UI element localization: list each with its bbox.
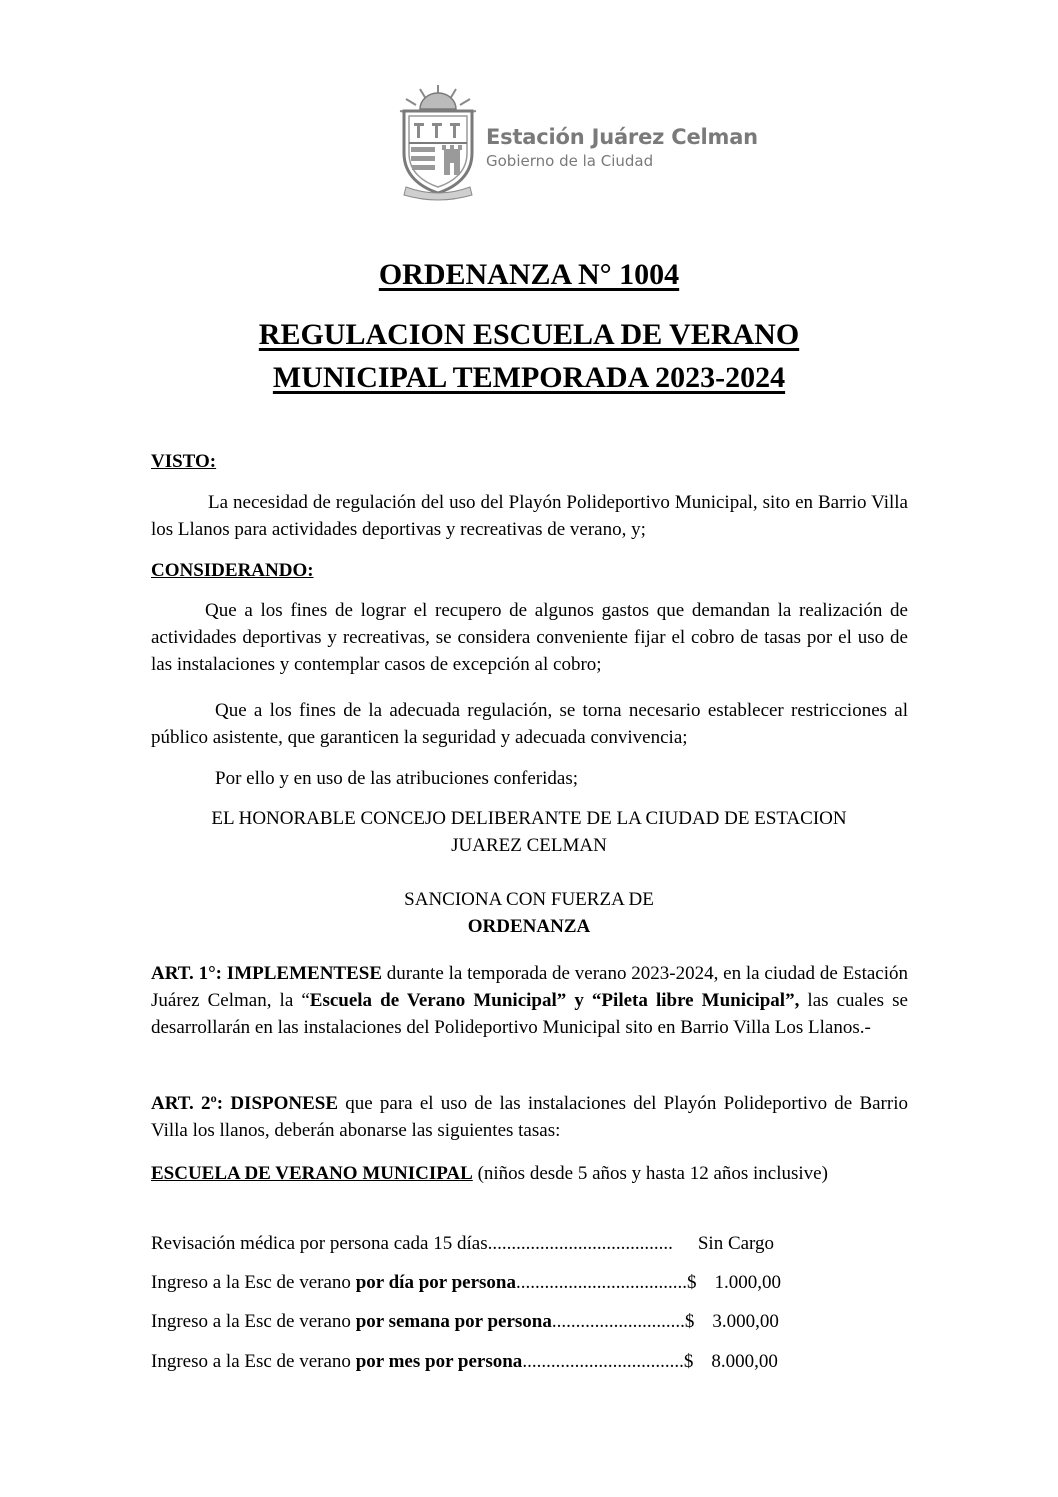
escuela-heading: ESCUELA DE VERANO MUNICIPAL xyxy=(151,1163,473,1184)
fee-currency: $ xyxy=(687,1272,697,1293)
visto-heading: VISTO: xyxy=(151,451,217,472)
fee-leader-dots: .................................... xyxy=(516,1272,687,1293)
fee-leader-dots: ............................ xyxy=(551,1311,685,1332)
fee-description: Ingreso a la Esc de verano xyxy=(151,1311,356,1332)
article-2-label: ART. 2º: DISPONESE xyxy=(151,1093,339,1114)
fee-row xyxy=(151,1230,774,1257)
fee-description-bold: por día por persona xyxy=(355,1272,516,1293)
escuela-note: (niños desde 5 años y hasta 12 años inclusive) xyxy=(472,1163,828,1184)
considerando-paragraph-3: Por ello y en uso de las atribuciones conferidas; xyxy=(215,768,579,789)
sanciona-line1: SANCIONA CON FUERZA DE xyxy=(404,889,654,910)
concejo-line2: JUAREZ CELMAN xyxy=(451,835,607,856)
fee-description: Ingreso a la Esc de verano xyxy=(151,1351,356,1372)
logo-subtitle: Gobierno de la Ciudad xyxy=(486,152,654,170)
considerando-heading: CONSIDERANDO: xyxy=(151,560,314,581)
escuela-section xyxy=(151,1160,851,1187)
fee-description-bold: por mes por persona xyxy=(355,1351,523,1372)
considerando-paragraph-2: Que a los fines de la adecuada regulación, se torna necesario establecer restricciones al público asistente, que garanticen la seguridad y adecuada convivencia; xyxy=(151,700,908,748)
ordinance-title xyxy=(0,313,1058,399)
logo-title: Estación Juárez Celman xyxy=(486,125,758,149)
coat-of-arms-icon xyxy=(398,83,478,203)
concejo-line1: EL HONORABLE CONCEJO DELIBERANTE DE LA CIUDAD DE ESTACION xyxy=(211,808,847,829)
considerando-paragraph-1: Que a los fines de lograr el recupero de algunos gastos que demandan la realización de actividades deportivas y recreativas, se considera conveniente fijar el cobro de tasas por el uso de las instalaciones y contemplar casos de excepción al cobro; xyxy=(151,600,908,675)
fee-description-bold: por semana por persona xyxy=(355,1311,552,1332)
ordinance-title-line2: MUNICIPAL TEMPORADA 2023-2024 xyxy=(272,361,786,394)
article-2-text: que para el uso de las instalaciones del Playón Polideportivo de Barrio Villa los llanos, deberán abonarse las siguientes tasas: xyxy=(151,1093,908,1141)
concejo-statement xyxy=(0,805,1058,859)
fee-description: Ingreso a la Esc de verano xyxy=(151,1272,356,1293)
fee-row xyxy=(151,1308,779,1335)
article-1-text-a: durante la temporada de verano 2023-2024, en la ciudad de Estación Juárez Celman, la “ xyxy=(151,963,908,1011)
fee-currency: $ xyxy=(684,1311,695,1332)
article-1-bold-names: Escuela de Verano Municipal” y “Pileta libre Municipal”, xyxy=(309,990,800,1011)
fee-currency: $ xyxy=(683,1351,694,1372)
article-1-label: ART. 1°: IMPLEMENTESE xyxy=(151,963,382,984)
fee-row xyxy=(151,1269,781,1296)
fee-amount: Sin Cargo xyxy=(697,1233,775,1254)
fee-leader-dots: .................................. xyxy=(522,1351,684,1372)
article-1 xyxy=(151,960,908,1041)
article-1-text-b: las cuales se desarrollarán en las instalaciones del Polideportivo Municipal sito en Barrio Villa Los Llanos.- xyxy=(151,990,908,1038)
fee-leader-dots: ....................................... xyxy=(487,1233,673,1254)
article-2 xyxy=(151,1090,908,1144)
fee-description: Revisación médica por persona cada 15 días xyxy=(151,1233,488,1254)
sanciona-statement xyxy=(0,886,1058,940)
fee-amount: 8.000,00 xyxy=(711,1351,778,1372)
fee-amount: 3.000,00 xyxy=(712,1311,779,1332)
fee-amount: 1.000,00 xyxy=(714,1272,781,1293)
sanciona-line2: ORDENANZA xyxy=(467,916,591,937)
ordinance-title-line1: REGULACION ESCUELA DE VERANO xyxy=(258,318,800,351)
visto-paragraph: La necesidad de regulación del uso del Playón Polideportivo Municipal, sito en Barrio Villa los Llanos para actividades deportivas y recreativas de verano, y; xyxy=(151,492,908,540)
ordinance-number: ORDENANZA N° 1004 xyxy=(378,258,680,291)
municipal-logo xyxy=(398,83,758,208)
fee-row xyxy=(151,1348,778,1375)
